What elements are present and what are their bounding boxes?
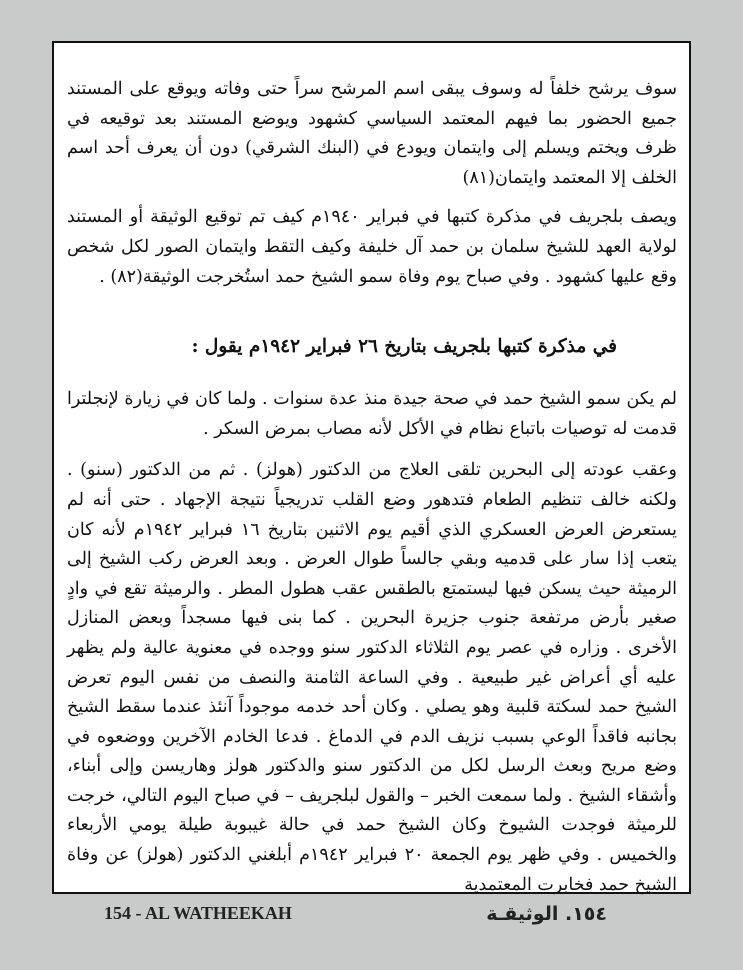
paragraph: وعقب عودته إلى البحرين تلقى العلاج من الدكتور (هولز) . ثم من الدكتور (سنو) . ولكنه خالف تنظيم الطعام فتدهور وضع القلب تدريجياً نتيجة الإجهاد . حتى أنه لم يستعرض العرض العسكري الذي أقيم يوم الاثنين بتاريخ ١٦ فبراير ١٩٤٢م لأنه كان يتعب إذا سار على قدميه وبقي جالساً طوال العرض . وبعد العرض ركب الشيخ إلى الرميثة حيث يسكن فيها ليستمتع بالطقس عقب هطول المطر . والرميثة تقع في وادٍ صغير بأرض مرتفعة جنوب جزيرة البحرين . كما بنى فيها مسجداً وبعض المنازل الأخرى . وزاره في عصر يوم الثلاثاء الدكتور سنو ووجده في معنوية عالية ولم يظهر عليه أي أعراض غير طبيعية . وفي الساعة الثامنة والنصف من نفس اليوم تعرض الشيخ حمد لسكتة قلبية وهو يصلي . وكان أحد خدمه موجوداً آنئذ عندما سقط الشيخ بجانبه فاقداً الوعي بسبب نزيف الدم في الدماغ . فدعا الخادم الآخرين ووضعوه في وضع مريح وبعث الرسل لكل من الدكتور سنو والدكتور هولز وهاريسن وإلى أبناء، وأشقاء الشيخ . ولما سمعت الخبر – والقول لبلجريف – في صباح اليوم التالي، خرجت للرميثة فوجدت الشيوخ وكان الشيخ حمد في حالة غيبوبة طيلة يومي الأربعاء والخميس . وفي ظهر يوم الجمعة ٢٠ فبراير ١٩٤٢م أبلغني الدكتور (هولز) عن وفاة الشيخ حمد فخابرت المعتمدية <box>67 460 677 895</box>
paragraph: لم يكن سمو الشيخ حمد في صحة جيدة منذ عدة سنوات . ولما كان في زيارة لإنجلترا قدمت له توصيات باتباع نظام في الأكل لأنه مصاب بمرض السكر . <box>67 389 677 439</box>
footer-page-label-english: 154 - AL WATHEEKAH <box>104 903 292 923</box>
footer-page-label-arabic: ١٥٤. الوثيقـة <box>486 903 607 925</box>
document-body <box>67 75 677 900</box>
page-footer <box>0 903 743 933</box>
paragraph: سوف يرشح خلفاً له وسوف يبقى اسم المرشح سراً حتى وفاته ويوقع على المستند جميع الحضور بما فيهم المعتمد السياسي كشهود ويوضع المستند بعد توقيعه في ظرف ويختم ويسلم إلى وايتمان ويودع في (البنك الشرقي) دون أن يعرف أحد اسم الخلف إلا المعتمد وايتمان(٨١) <box>67 79 677 188</box>
section-heading: في مذكرة كتبها بلجريف بتاريخ ٢٦ فبراير ١٩٤٢م يقول : <box>191 336 617 358</box>
paragraph: ويصف بلجريف في مذكرة كتبها في فبراير ١٩٤٠م كيف تم توقيع الوثيقة أو المستند لولاية العهد للشيخ سلمان بن حمد آل خليفة وكيف التقط وايتمان الصور لكل شخص وقع عليها كشهود . وفي صباح يوم وفاة سمو الشيخ حمد استُخرجت الوثيقة(٨٢) . <box>67 207 677 287</box>
